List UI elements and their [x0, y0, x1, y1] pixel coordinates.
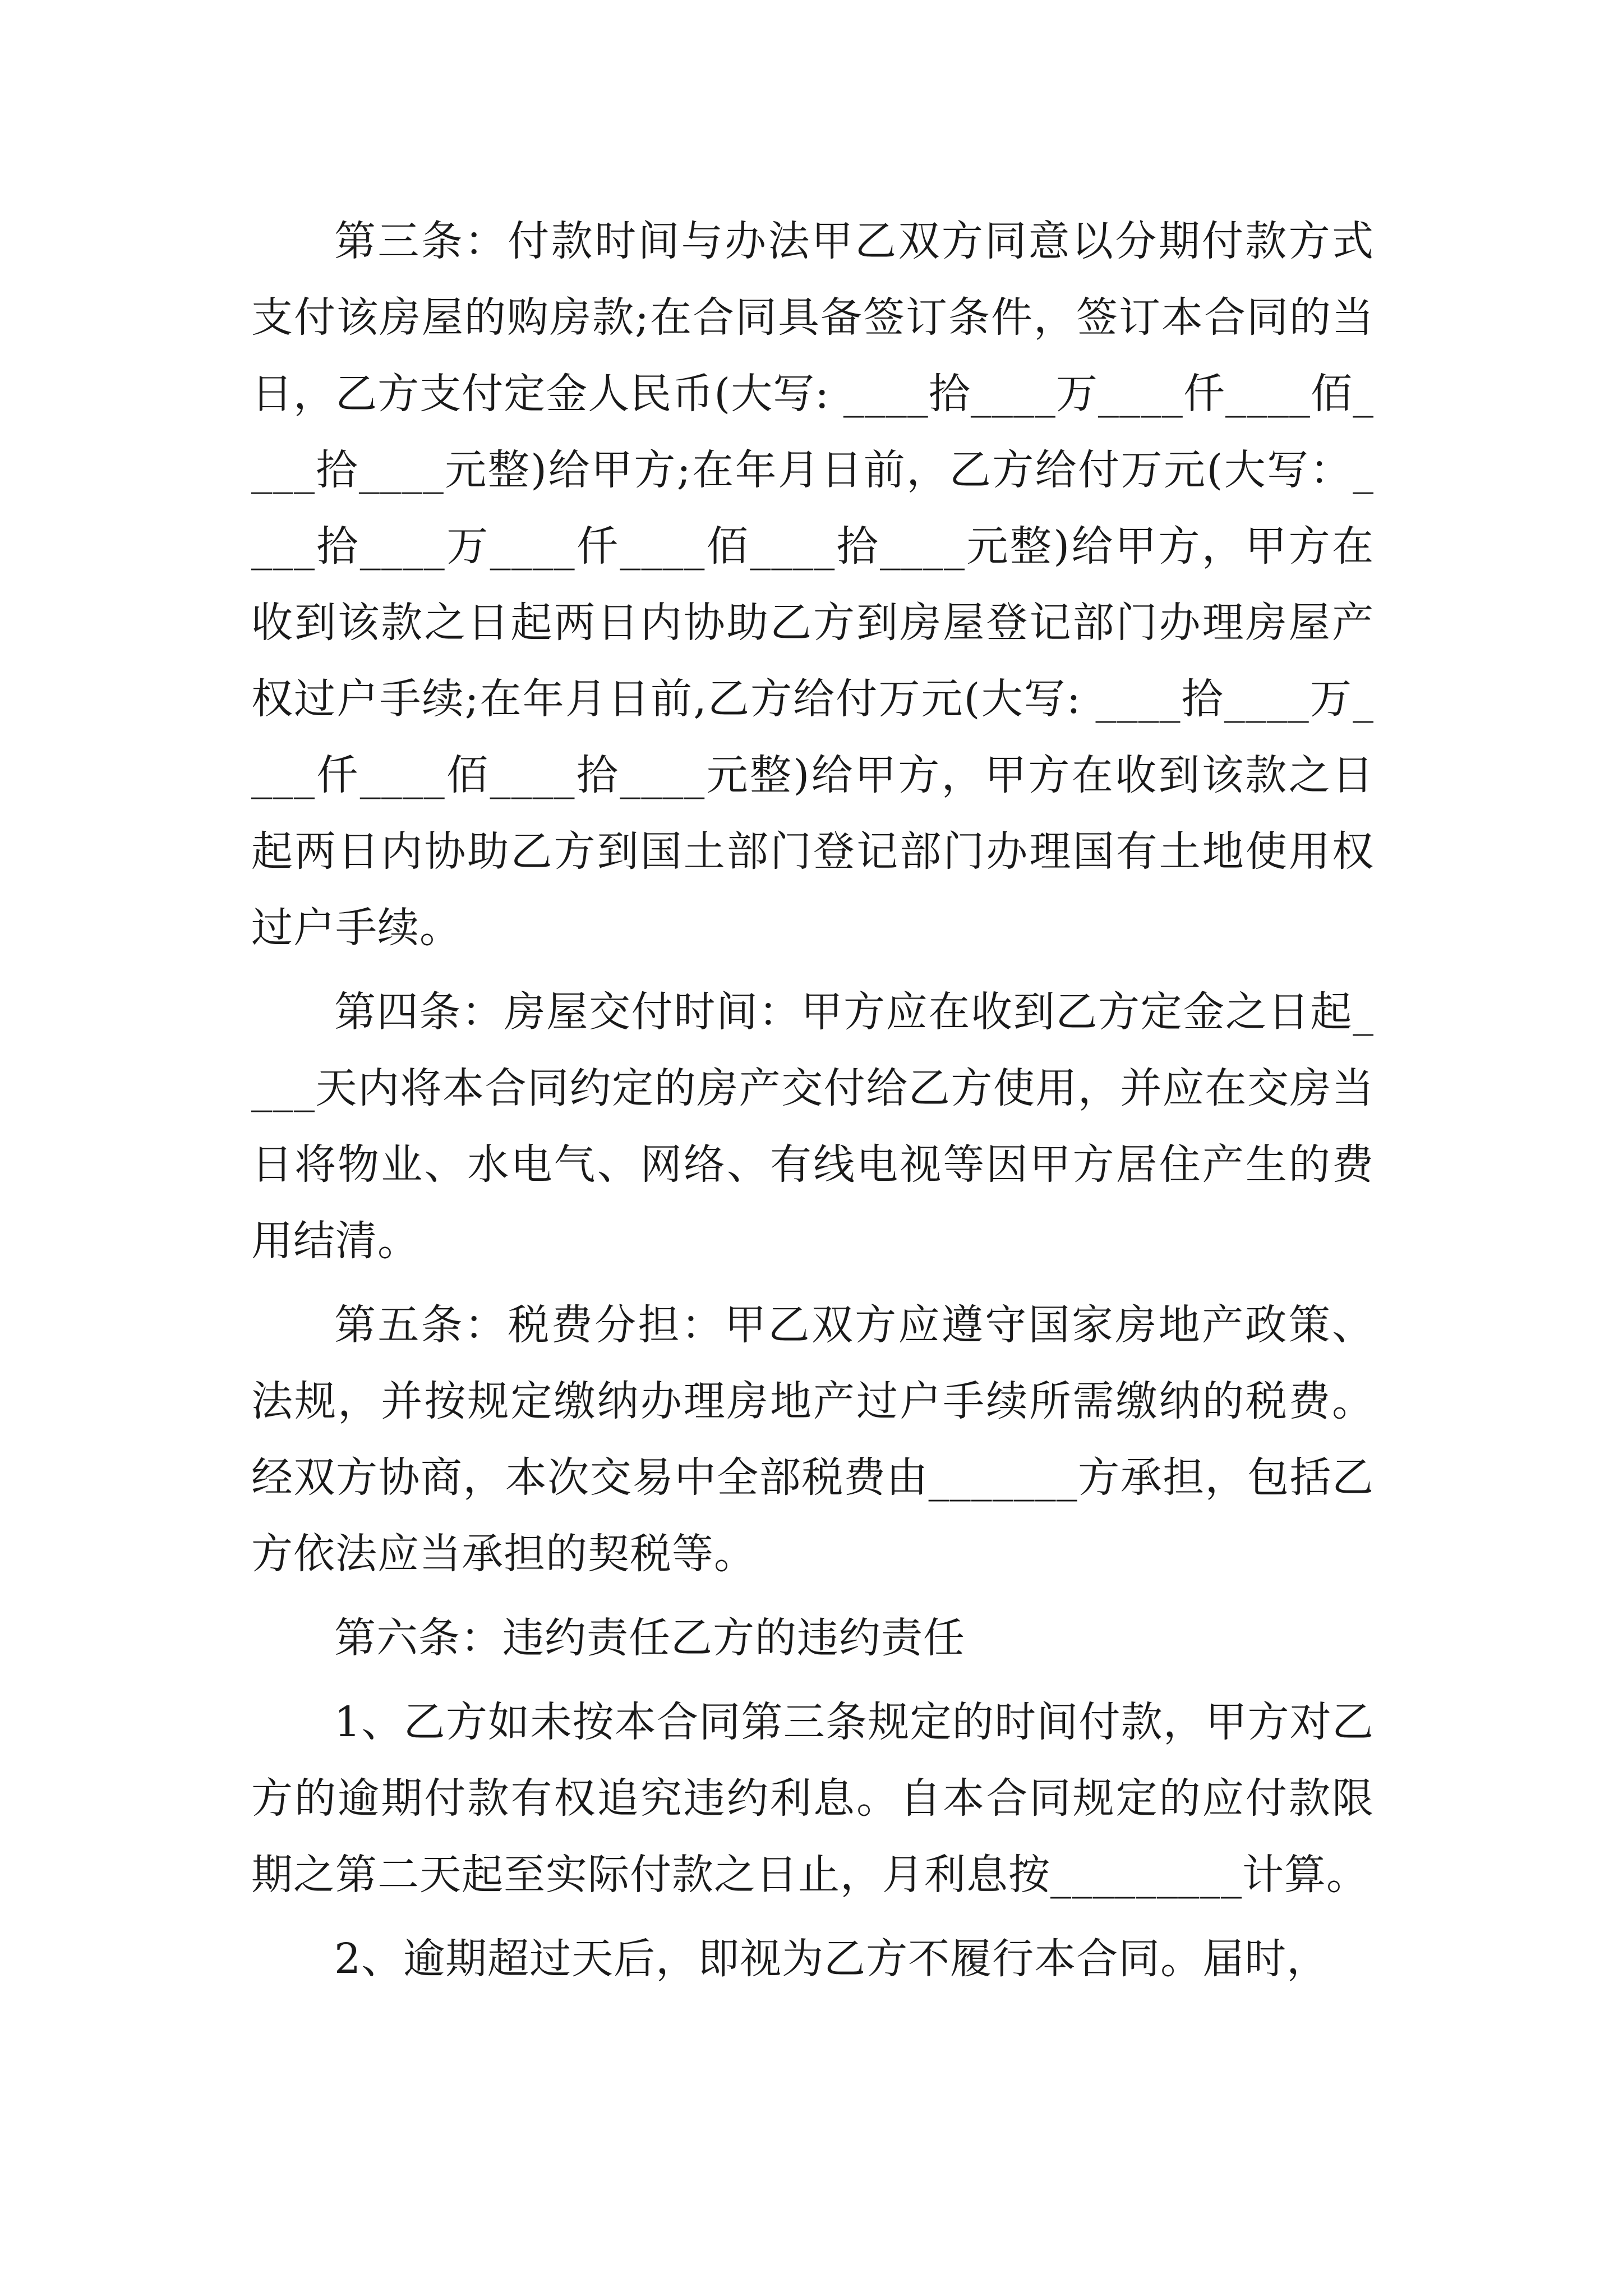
clause-6-item-1-paragraph: 1、乙方如未按本合同第三条规定的时间付款，甲方对乙方的逾期付款有权追究违约利息。自本合同规定的应付款限期之第二天起至实际付款之日止，月利息按_________计算。: [251, 1698, 1374, 1899]
clause-3-payment-paragraph: 第三条：付款时间与办法甲乙双方同意以分期付款方式支付该房屋的购房款;在合同具备签订条件，签订本合同的当日，乙方支付定金人民币(大写: ____拾____万____仟____佰____拾____元整)给甲方;在年月日前，乙方给付万元(大写：____拾____万____仟____佰____拾____元整)给甲方，甲方在收到该款之日起两日内协助乙方到房屋登记部门办理房屋产权过户手续;在年月日前,乙方给付万元(大写: ____拾____万____仟____佰____拾____元整)给甲方，甲方在收到该款之日起两日内协助乙方到国土部门登记部门办理国有土地使用权过户手续。: [251, 217, 1374, 952]
clause-5-taxes-paragraph: 第五条：税费分担：甲乙双方应遵守国家房地产政策、法规，并按规定缴纳办理房地产过户手续所需缴纳的税费。经双方协商，本次交易中全部税费由_______方承担，包括乙方依法应当承担的契税等。: [251, 1301, 1374, 1578]
document-body: [251, 203, 1374, 1997]
clause-4-delivery-paragraph: 第四条：房屋交付时间：甲方应在收到乙方定金之日起____天内将本合同约定的房产交付给乙方使用，并应在交房当日将物业、水电气、网络、有线电视等因甲方居住产生的费用结清。: [251, 988, 1374, 1265]
clause-6-liability-heading: 第六条：违约责任乙方的违约责任: [334, 1614, 965, 1662]
clause-6-item-2-paragraph: 2、逾期超过天后，即视为乙方不履行本合同。届时，: [334, 1935, 1329, 1983]
